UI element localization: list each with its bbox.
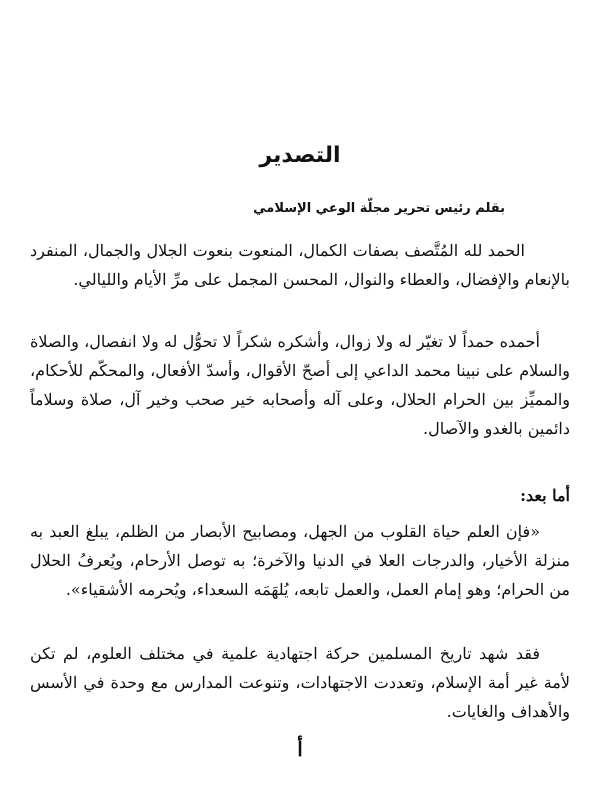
page-number: أ xyxy=(297,737,303,761)
quote-paragraph: «فإن العلم حياة القلوب من الجهل، ومصابيح الأبصار من الظلم، يبلغ العبد به منزلة الأخيار، والدرجات العلا في الدنيا والآخرة؛ به توصل الأرحام، ويُعرفُ الحلال من الحرام؛ وهو إمام العمل، والعمل تابعه، يُلهَمَه السعداء، ويُحرمه الأشقياء». xyxy=(30,522,570,599)
paragraph-praise: الحمد لله المُتَّصف بصفات الكمال، المنعوت بنعوت الجلال والجمال، المنفرد بالإنعام والإفضال، والعطاء والنوال، المحسن المجمل على مرِّ الأيام والليالي. xyxy=(30,241,570,289)
byline: بقلم رئيس تحرير مجلّة الوعي الإسلامي xyxy=(253,201,505,216)
paragraph-gratitude: أحمده حمداً لا تغيّر له ولا زوال، وأشكره شكراً لا تحوُّل له ولا انفصال، والصلاة والسلام على نبينا محمد الداعي إلى أصحّ الأقوال، وأسدّ الأفعال، والمحكّم للأحكام، والمميِّز بين الحرام الحلال، وعلى آله وأصحابه خير صحب وخير آل، صلاة وسلاماً دائمين بالغدو والآصال. xyxy=(30,332,570,438)
page-title: التصدير xyxy=(259,143,341,168)
closing-paragraph: فقد شهد تاريخ المسلمين حركة اجتهادية علمية في مختلف العلوم، لم تكن لأمة غير أمة الإسلام، وتعددت الاجتهادات، وتنوعت المدارس مع وحدة في الأسس والأهداف والغايات. xyxy=(30,644,571,721)
section-heading: أما بعد: xyxy=(520,486,570,505)
